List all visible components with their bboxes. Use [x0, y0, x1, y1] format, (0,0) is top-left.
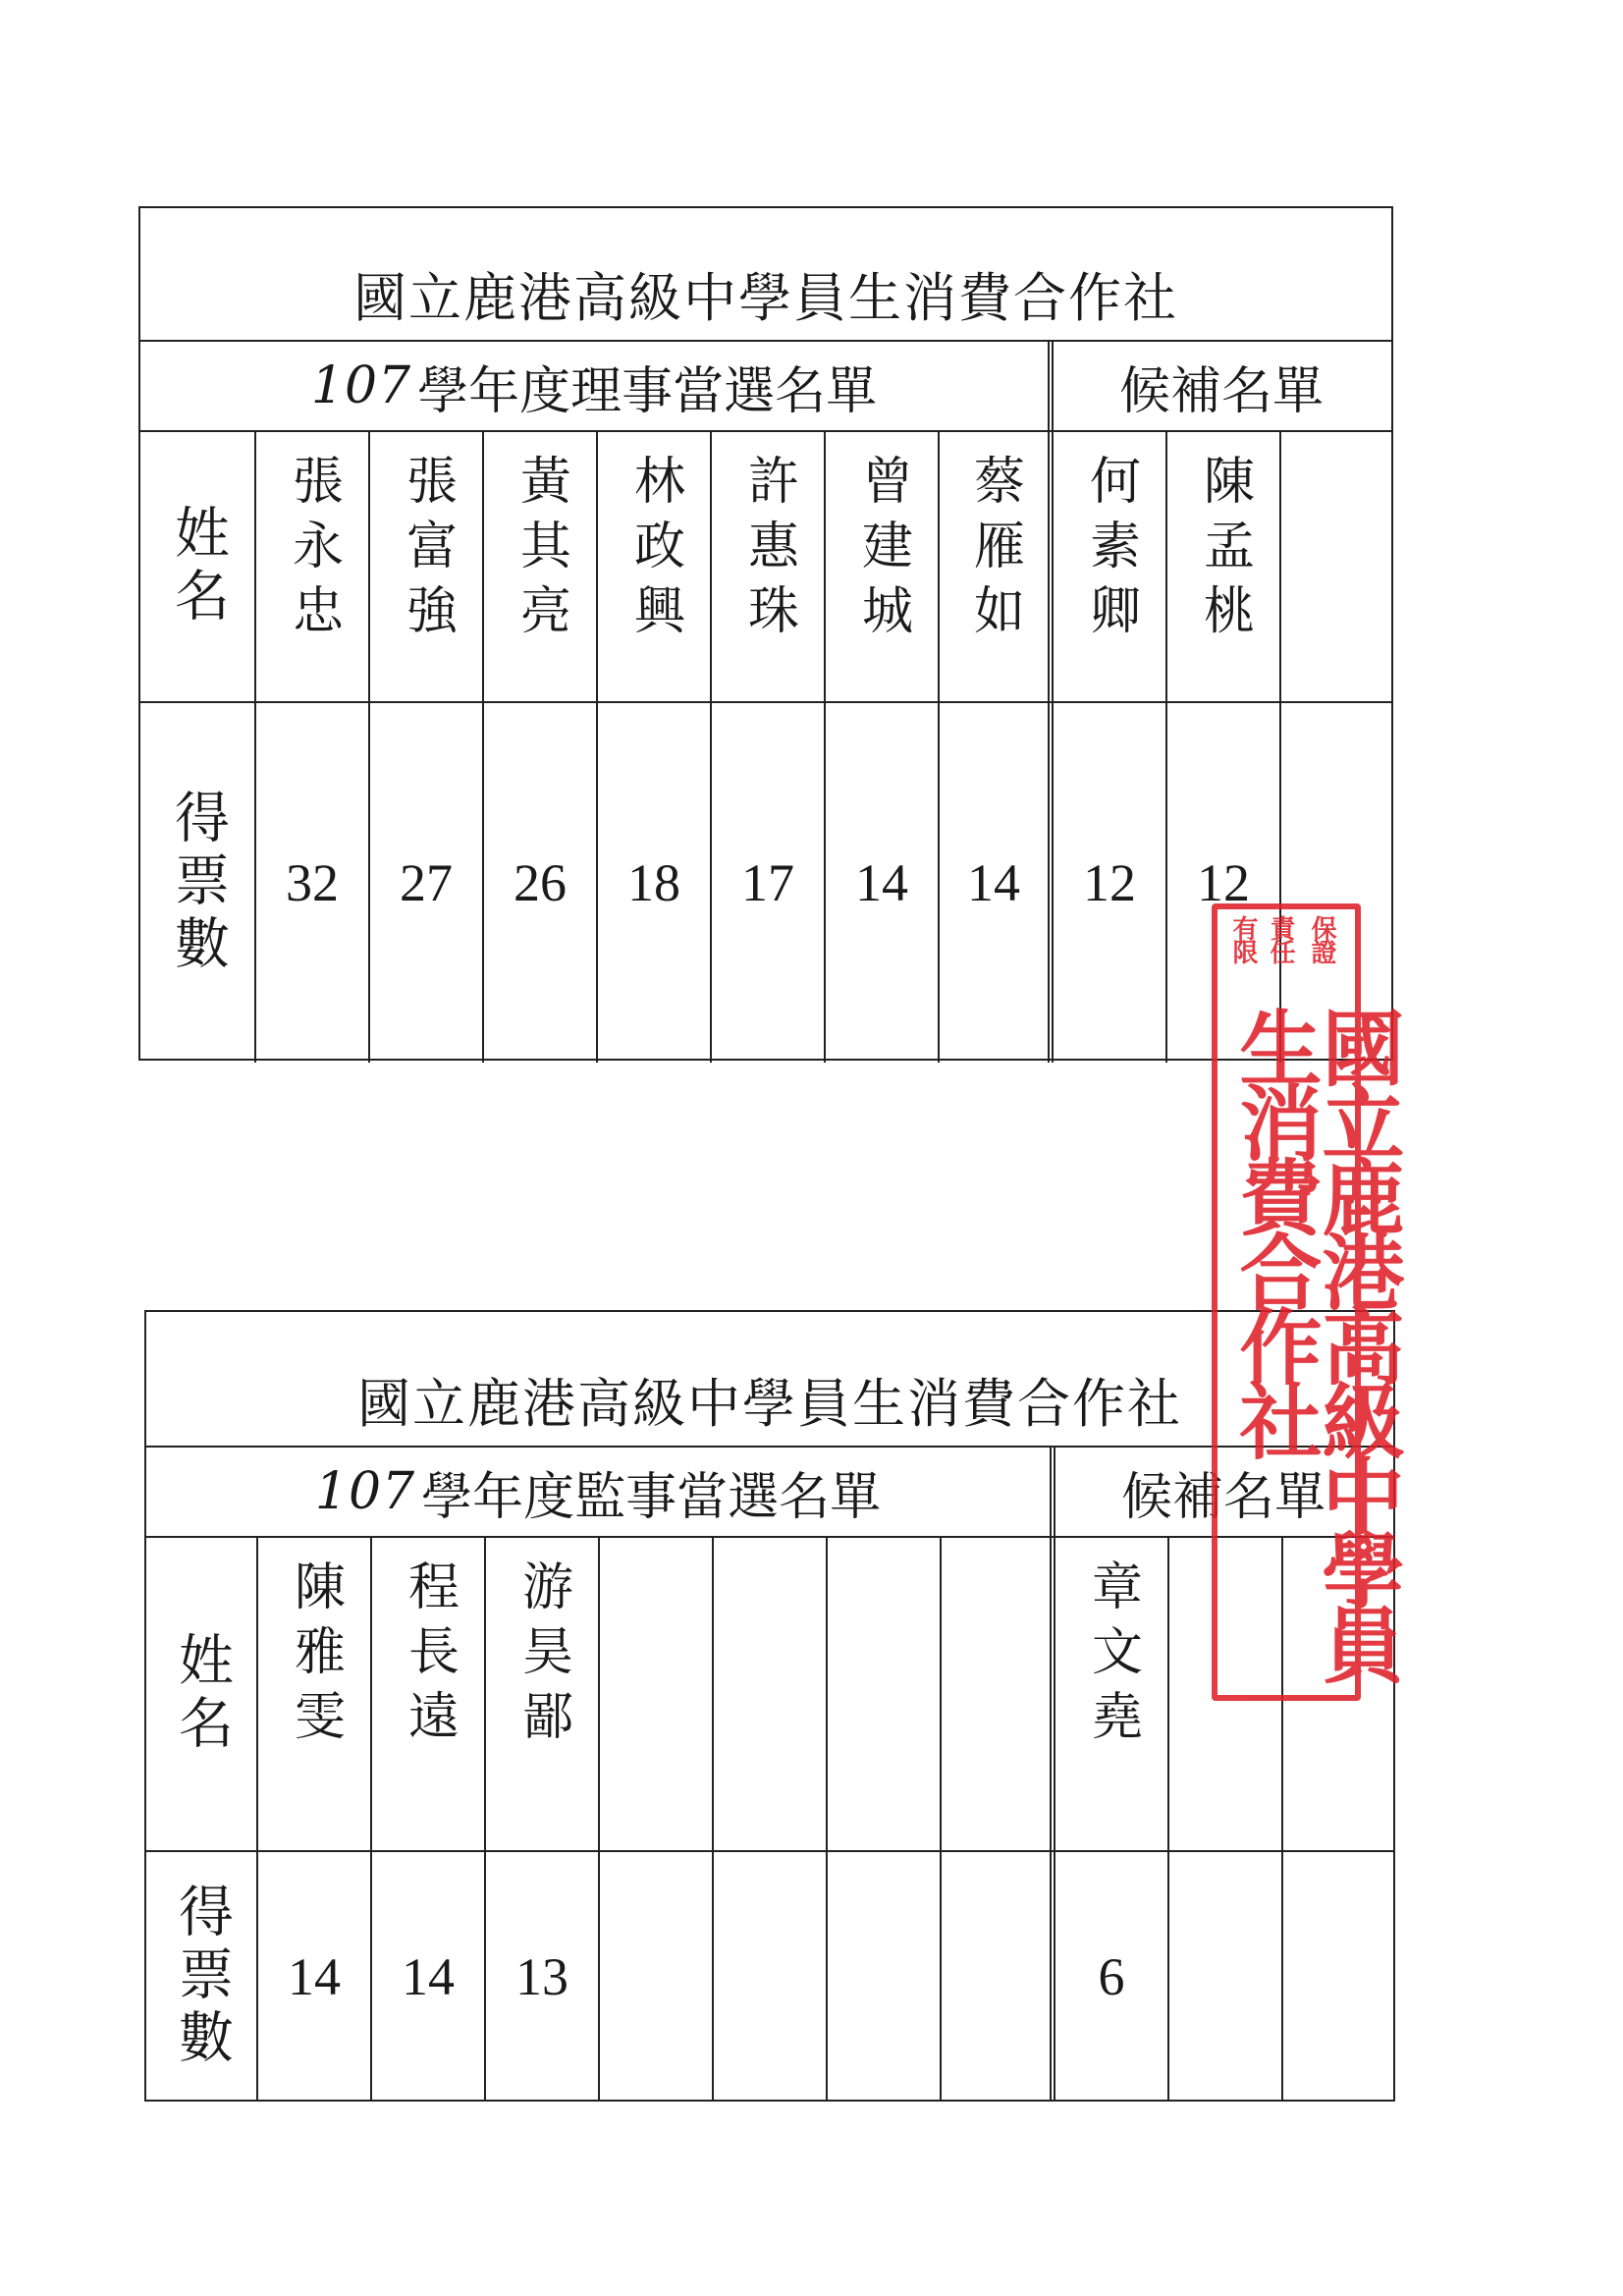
candidate-name: 程長遠	[399, 1559, 459, 1754]
candidate-name-cell	[256, 432, 370, 701]
votes-label	[146, 1852, 258, 2102]
directors-election-table	[138, 206, 1393, 1061]
seal-small-text: 責任	[1266, 915, 1295, 962]
vote-count: 6	[1098, 1947, 1125, 2006]
candidate-name: 黃其亮	[511, 454, 570, 648]
table-subheading	[146, 1448, 1393, 1538]
vote-count-cell	[1281, 703, 1395, 1063]
vote-count-cell	[1054, 703, 1167, 1063]
candidate-name: 張永忠	[283, 454, 343, 648]
candidate-name-cell	[1055, 1538, 1169, 1850]
candidate-name: 蔡雁如	[964, 454, 1024, 648]
candidate-name: 何素卿	[1080, 454, 1140, 648]
vote-count-cell	[714, 1852, 828, 2102]
vote-count: 14	[967, 853, 1020, 912]
vote-count-cell	[1167, 703, 1281, 1063]
name-label-text: 姓名	[166, 504, 230, 629]
votes-row	[140, 703, 1391, 1063]
votes-label-text: 得票數	[170, 1883, 234, 2071]
candidate-name-cell	[1281, 432, 1395, 701]
candidate-name-cell	[1283, 1538, 1397, 1850]
vote-count-cell	[942, 1852, 1055, 2102]
candidate-name-cell	[372, 1538, 486, 1850]
year-label: 107	[314, 1462, 416, 1521]
votes-label-text: 得票數	[166, 789, 230, 977]
candidate-name-cell	[486, 1538, 600, 1850]
vote-count: 13	[515, 1947, 568, 2006]
vote-count-cell	[828, 1852, 942, 2102]
vote-count: 32	[286, 853, 339, 912]
vote-count-cell	[598, 703, 712, 1063]
candidate-name: 陳孟桃	[1194, 454, 1254, 648]
candidate-name-cell	[1054, 432, 1167, 701]
elected-heading: 107 學年度監事當選名單	[146, 1448, 1055, 1536]
vote-count-cell	[258, 1852, 372, 2102]
supervisors-election-table	[144, 1310, 1395, 2102]
seal-small-text: 保證	[1307, 915, 1336, 962]
name-label-text: 姓名	[170, 1631, 234, 1757]
vote-count-cell	[712, 703, 826, 1063]
seal-small-text: 有限	[1228, 915, 1258, 962]
candidate-name-cell	[712, 432, 826, 701]
candidate-name-cell	[1169, 1538, 1283, 1850]
vote-count: 14	[288, 1947, 341, 2006]
names-row	[146, 1538, 1393, 1852]
elected-heading: 107 學年度理事當選名單	[140, 342, 1054, 430]
vote-count-cell	[484, 703, 598, 1063]
vote-count-cell	[256, 703, 370, 1063]
vote-count-cell	[1283, 1852, 1397, 2102]
vote-count-cell	[370, 703, 484, 1063]
candidate-name: 林政興	[624, 454, 684, 648]
names-row	[140, 432, 1391, 703]
table-subheading	[140, 342, 1391, 432]
vote-count-cell	[1055, 1852, 1169, 2102]
vote-count: 17	[741, 853, 794, 912]
vote-count-cell	[600, 1852, 714, 2102]
candidate-name-cell	[600, 1538, 714, 1850]
votes-row	[146, 1852, 1393, 2102]
candidate-name: 章文堯	[1082, 1559, 1142, 1754]
vote-count: 12	[1083, 853, 1136, 912]
vote-count: 14	[855, 853, 908, 912]
name-label	[146, 1538, 258, 1850]
vote-count-cell	[940, 703, 1054, 1063]
alternate-heading: 候補名單	[1120, 1467, 1325, 1527]
table-title: 國立鹿港高級中學員生消費合作社	[146, 1312, 1393, 1448]
alternate-heading: 候補名單	[1118, 361, 1324, 421]
candidate-name-cell	[484, 432, 598, 701]
vote-count: 18	[627, 853, 680, 912]
candidate-name: 張富強	[397, 454, 457, 648]
candidate-name-cell	[714, 1538, 828, 1850]
seal-text: 國立鹿港高級中學員生消費合作社	[1226, 1006, 1406, 1677]
candidate-name-cell	[258, 1538, 372, 1850]
candidate-name: 許惠珠	[738, 454, 798, 648]
vote-count-cell	[1169, 1852, 1283, 2102]
vote-count: 14	[402, 1947, 455, 2006]
vote-count-cell	[486, 1852, 600, 2102]
vote-count: 26	[514, 853, 567, 912]
candidate-name-cell	[828, 1538, 942, 1850]
year-label: 107	[310, 356, 412, 415]
candidate-name-cell	[940, 432, 1054, 701]
candidate-name-cell	[598, 432, 712, 701]
name-label	[140, 432, 256, 701]
vote-count-cell	[372, 1852, 486, 2102]
candidate-name-cell	[826, 432, 940, 701]
vote-count: 27	[400, 853, 453, 912]
candidate-name-cell	[942, 1538, 1055, 1850]
table-title: 國立鹿港高級中學員生消費合作社	[140, 208, 1391, 342]
candidate-name: 曾建城	[852, 454, 912, 648]
candidate-name-cell	[370, 432, 484, 701]
vote-count: 12	[1197, 853, 1250, 912]
vote-count-cell	[826, 703, 940, 1063]
candidate-name-cell	[1167, 432, 1281, 701]
candidate-name: 陳雅雯	[285, 1559, 345, 1754]
votes-label	[140, 703, 256, 1063]
candidate-name: 游昊鄙	[513, 1559, 572, 1754]
